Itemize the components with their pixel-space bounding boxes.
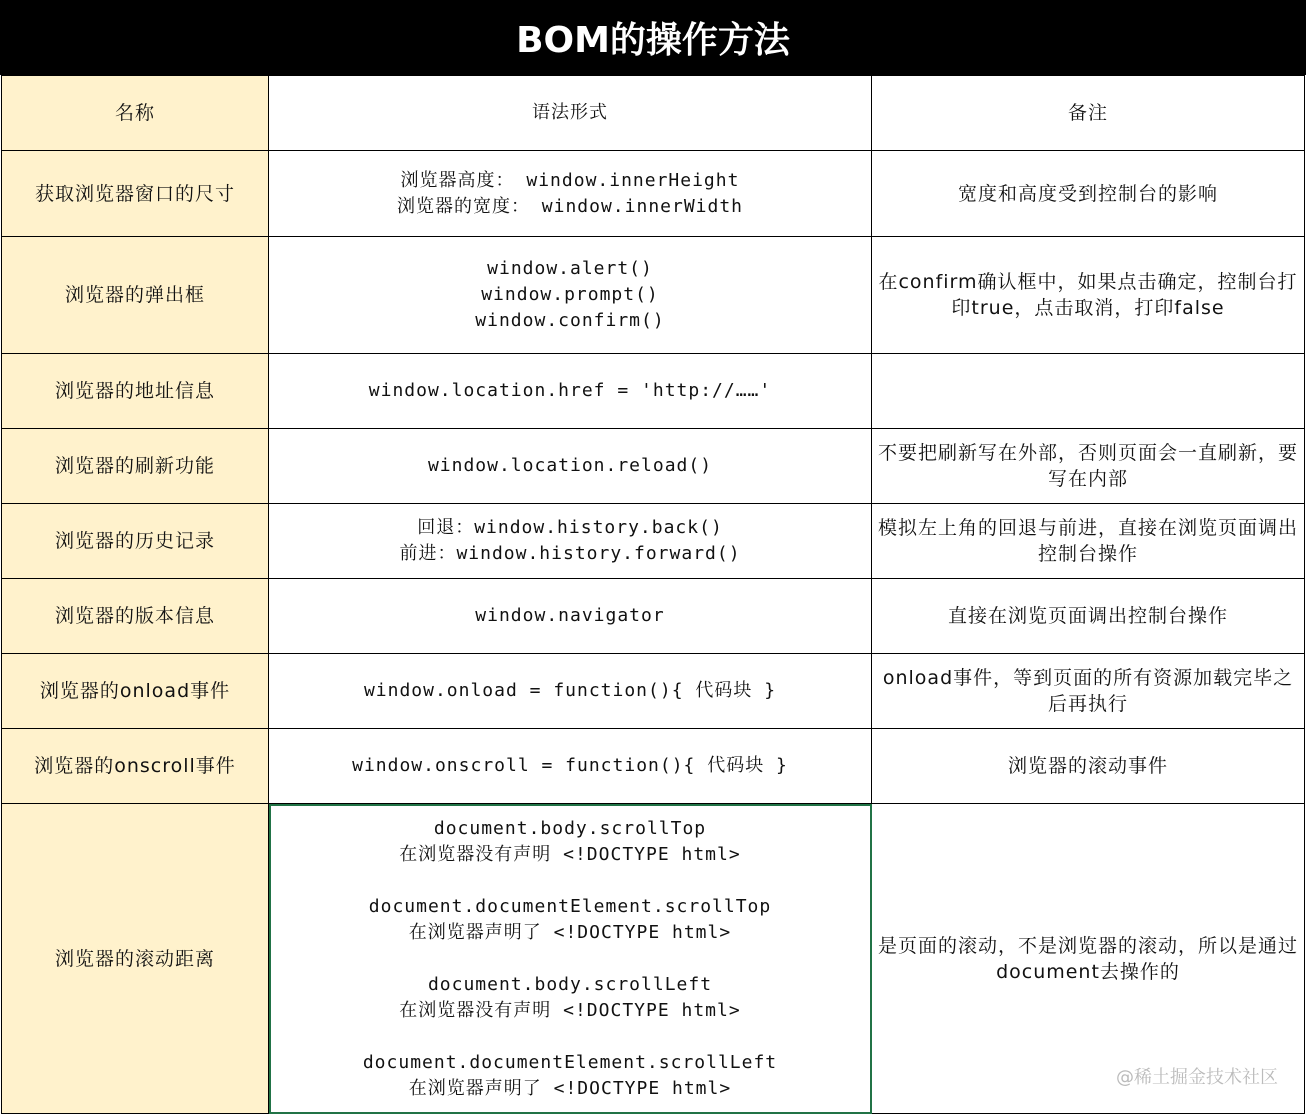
- header-note: 备注: [872, 76, 1305, 151]
- table-title: BOM的操作方法: [0, 0, 1306, 75]
- cell-name[interactable]: 浏览器的版本信息: [2, 579, 269, 654]
- cell-note[interactable]: 宽度和高度受到控制台的影响: [872, 151, 1305, 237]
- cell-name[interactable]: 浏览器的onscroll事件: [2, 729, 269, 804]
- cell-syntax[interactable]: window.location.href = 'http://……': [269, 354, 872, 429]
- cell-syntax[interactable]: window.onscroll = function(){ 代码块 }: [269, 729, 872, 804]
- cell-note[interactable]: 浏览器的滚动事件: [872, 729, 1305, 804]
- watermark: @稀土掘金技术社区: [1116, 1067, 1278, 1088]
- table-row: [2, 237, 1305, 354]
- table-row: [2, 504, 1305, 579]
- cell-name[interactable]: 浏览器的地址信息: [2, 354, 269, 429]
- cell-syntax[interactable]: 浏览器高度： window.innerHeight 浏览器的宽度： window.innerWidth: [269, 151, 872, 237]
- cell-syntax[interactable]: window.navigator: [269, 579, 872, 654]
- cell-note[interactable]: [872, 354, 1305, 429]
- table-row: [2, 429, 1305, 504]
- cell-name[interactable]: 浏览器的弹出框: [2, 237, 269, 354]
- cell-name[interactable]: 获取浏览器窗口的尺寸: [2, 151, 269, 237]
- cell-name[interactable]: 浏览器的历史记录: [2, 504, 269, 579]
- cell-name[interactable]: 浏览器的onload事件: [2, 654, 269, 729]
- cell-syntax[interactable]: window.onload = function(){ 代码块 }: [269, 654, 872, 729]
- cell-syntax[interactable]: window.alert() window.prompt() window.confirm(): [269, 237, 872, 354]
- cell-syntax[interactable]: 回退：window.history.back() 前进：window.history.forward(): [269, 504, 872, 579]
- table-row: [2, 579, 1305, 654]
- cell-note[interactable]: 在confirm确认框中，如果点击确定，控制台打印true，点击取消，打印false: [872, 237, 1305, 354]
- table-row: [2, 354, 1305, 429]
- header-name: 名称: [2, 76, 269, 151]
- cell-note[interactable]: 不要把刷新写在外部，否则页面会一直刷新，要写在内部: [872, 429, 1305, 504]
- cell-note[interactable]: 是页面的滚动，不是浏览器的滚动，所以是通过document去操作的: [872, 804, 1305, 1114]
- cell-name[interactable]: 浏览器的滚动距离: [2, 804, 269, 1114]
- header-syntax: 语法形式: [269, 76, 872, 151]
- cell-note[interactable]: onload事件，等到页面的所有资源加载完毕之后再执行: [872, 654, 1305, 729]
- cell-note[interactable]: 直接在浏览页面调出控制台操作: [872, 579, 1305, 654]
- header-row: [2, 76, 1305, 151]
- table-row: [2, 654, 1305, 729]
- cell-name[interactable]: 浏览器的刷新功能: [2, 429, 269, 504]
- bom-methods-table: [1, 75, 1305, 1114]
- cell-syntax[interactable]: window.location.reload(): [269, 429, 872, 504]
- cell-syntax-selected[interactable]: document.body.scrollTop 在浏览器没有声明 <!DOCTYPE html> document.documentElement.scrollTop 在浏览器声明了 <!DOCTYPE html> document.body.scrollLeft 在浏览器没有声明 <!DOCTYPE html> document.documentElement.scrollLeft 在浏览器声明了 <!DOCTYPE html>: [269, 804, 872, 1114]
- table-row: [2, 729, 1305, 804]
- table-row: [2, 151, 1305, 237]
- table-row: [2, 804, 1305, 1114]
- cell-note[interactable]: 模拟左上角的回退与前进，直接在浏览页面调出控制台操作: [872, 504, 1305, 579]
